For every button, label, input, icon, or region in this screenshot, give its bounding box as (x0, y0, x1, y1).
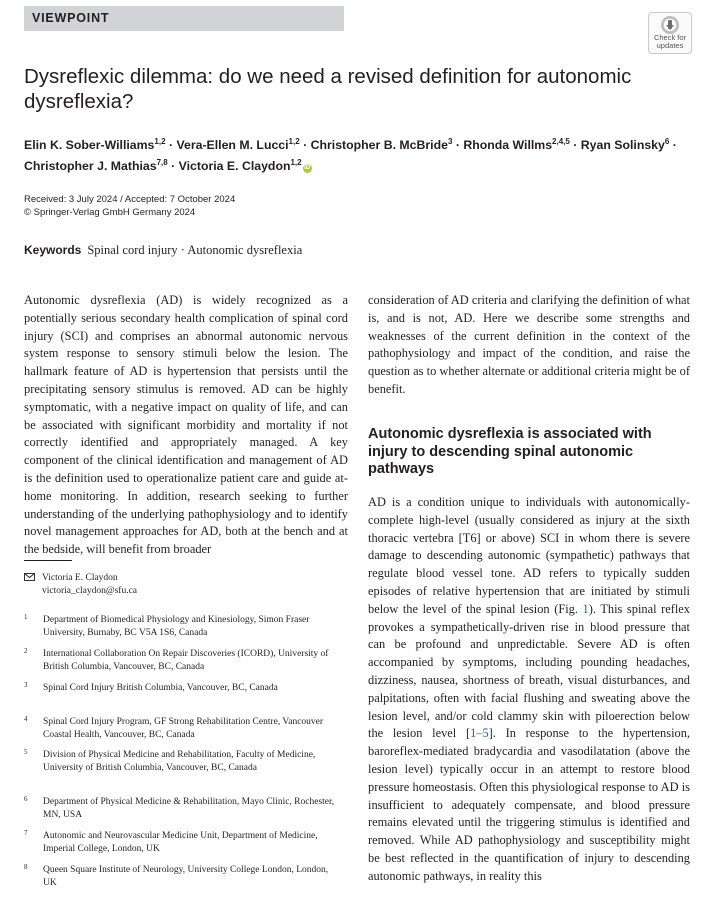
author-name[interactable]: Rhonda Willms (463, 138, 553, 153)
crossmark-icon (660, 15, 680, 35)
author-affiliation-marker: 1,2 (290, 158, 302, 168)
section-text-part-1: AD is a condition unique to individuals with autonomically-complete high-level (usually considered as injury at the sixth thoracic vertebra [T6] or above) SCI in whom there is severe damage to descending autonomic (sympathetic) pathways that regulate blood vessel tone. AD refers to typically sudden episodes of relative hypertension that are initiated by stimuli below the level of the spinal lesion (Fig. (368, 495, 690, 616)
section-text-part-3: ]. In response to the hypertension, baroreflex-mediated bradycardia and vasodilatation (above the lesion level) typically occur in an attempt to restore blood pressure homeostasis. Often this physiological response to AD is insufficient to adequately compensate, and blood pressure remains elevated until the triggering stimulus is identified and removed. While AD pathophysiology and susceptibility might be best reflected in the quantification of injury to descending autonomic pathways, in reality this (368, 726, 690, 883)
author-affiliation-marker: 7,8 (156, 158, 168, 168)
author-name[interactable]: Christopher J. Mathias (24, 159, 157, 174)
figure-reference-link[interactable]: 1 (582, 601, 589, 616)
crossmark-line-2: updates (656, 41, 684, 50)
envelope-icon (24, 573, 35, 581)
affiliation-text: Spinal Cord Injury Program, GF Strong Rehabilitation Centre, Vancouver Coastal Health, Vancouver, BC, Canada (43, 717, 324, 740)
keywords-terms: Spinal cord injury · Autonomic dysreflexia (87, 243, 303, 257)
author-name[interactable]: Elin K. Sober-Williams (24, 138, 155, 153)
crossmark-line-1: Check for (653, 33, 687, 42)
affiliation-item (24, 648, 344, 674)
affiliation-text: Department of Biomedical Physiology and Kinesiology, Simon Fraser University, Burnaby, BC V5A 1S6, Canada (43, 615, 310, 638)
author-list: Elin K. Sober-Williams$^{1,2}$ · Vera-Ellen M. Lucci$^{1,2}$ · Christopher B. McBride$^3$ · Rhonda Willms$^{2,4,5}$ · Ryan Solinsky$^6$ · Christopher J. Mathias$^{7,8}$ · Victoria E. Claydon$^{1,2}$iD (24, 137, 677, 174)
section-paragraph (368, 494, 690, 886)
footnote-divider (24, 560, 72, 561)
affiliation-text: Queen Square Institute of Neurology, University College London, London, UK (43, 865, 329, 888)
author-affiliation-marker: 1,2 (154, 137, 166, 146)
publication-dates (24, 193, 235, 219)
affiliation-item (24, 830, 344, 856)
affiliation-number: 1 (24, 613, 28, 621)
copyright-notice: © Springer-Verlag GmbH Germany 2024 (24, 207, 196, 218)
section-text-part-2: ). This spinal reflex provokes a sympathetically-driven rise in blood pressure that can be profound and unpredictable. Severe AD is often accompanied by symptoms, including pounding headaches, dizziness, nausea, shortness of breath, visual disturbances, and palpitations, often with facial flushing and sweating above the lesion level, and/or cold clammy skin with piloerection below the lesion level [ (368, 601, 691, 741)
correspondence-email[interactable]: victoria_claydon@sfu.ca (42, 586, 138, 596)
article-type-label: VIEWPOINT (32, 11, 110, 25)
affiliation-text: International Collaboration On Repair Discoveries (ICORD), University of British Columbia, Vancouver, BC, Canada (43, 649, 329, 672)
affiliation-item (24, 796, 344, 822)
author-affiliation-marker: 3 (447, 137, 453, 146)
keywords-label: Keywords (24, 243, 82, 257)
affiliation-number: 6 (24, 795, 28, 803)
article-title: Dysreflexic dilemma: do we need a revised definition for autonomic dysreflexia? (24, 65, 632, 113)
affiliation-item (24, 864, 344, 890)
affiliation-item (24, 749, 344, 775)
author-affiliation-marker: 1,2 (288, 137, 300, 146)
author-affiliation-marker: 2,4,5 (552, 137, 570, 146)
affiliation-number: 4 (24, 715, 28, 723)
author-name[interactable]: Vera-Ellen M. Lucci (176, 138, 289, 153)
article-type-banner (24, 6, 344, 31)
correspondence-name: Victoria E. Claydon (42, 573, 118, 583)
affiliation-text: Division of Physical Medicine and Rehabilitation, Faculty of Medicine, University of British Columbia, Vancouver, BC, Canada (43, 750, 316, 773)
orcid-icon[interactable]: iD (304, 165, 311, 172)
intro-paragraph: Autonomic dysreflexia (AD) is widely recognized as a potentially serious secondary health complication of spinal cord injury (SCI) and comprises an abnormal autonomic nervous system response to sensory stimuli below the lesion. The hallmark feature of AD is hypertension that persists until the precipitating sensory stimulus is removed. AD can be highly symptomatic, with a negative impact on quality of life, and can be associated with significant morbidity and mortality if not correctly identified and appropriately managed. A key component of the clinical identification and management of AD is the definition used to operationalize patient care and guide at-home monitoring. In addition, research seeking to further understanding of the underlying pathophysiology and to identify novel management approaches for AD, both at the bench and at the bedside, will benefit from broader (24, 293, 348, 557)
section-heading: Autonomic dysreflexia is associated with injury to descending spinal autonomic pathways (368, 426, 652, 477)
affiliation-item (24, 682, 344, 695)
received-accepted-dates: Received: 3 July 2024 / Accepted: 7 October 2024 (24, 194, 236, 205)
author-name[interactable]: Victoria E. Claydon (178, 159, 291, 174)
keywords (24, 243, 302, 258)
affiliation-item (24, 614, 344, 640)
affiliation-number: 7 (24, 829, 28, 837)
author-name[interactable]: Ryan Solinsky (580, 138, 665, 153)
affiliation-number: 8 (24, 863, 28, 871)
citation-link[interactable]: 1–5 (470, 726, 489, 741)
intro-paragraph-continued: consideration of AD criteria and clarifying the definition of what is, and is not, AD. Here we describe some strengths and weaknesses of the current definition in the context of the pathophysiology and impact of the condition, and raise the question as to whether alternate or additional criteria might be of benefit. (368, 293, 690, 396)
author-affiliation-marker: 6 (664, 137, 670, 146)
affiliation-text: Autonomic and Neurovascular Medicine Unit, Department of Medicine, Imperial College, London, UK (43, 831, 318, 854)
author-name[interactable]: Christopher B. McBride (310, 138, 448, 153)
affiliation-number: 5 (24, 748, 28, 756)
affiliation-number: 3 (24, 681, 28, 689)
affiliation-text: Spinal Cord Injury British Columbia, Vancouver, BC, Canada (43, 683, 278, 693)
affiliation-text: Department of Physical Medicine & Rehabilitation, Mayo Clinic, Rochester, MN, USA (43, 797, 335, 820)
affiliation-item (24, 716, 344, 742)
check-for-updates-badge[interactable] (648, 12, 692, 54)
affiliation-number: 2 (24, 647, 28, 655)
